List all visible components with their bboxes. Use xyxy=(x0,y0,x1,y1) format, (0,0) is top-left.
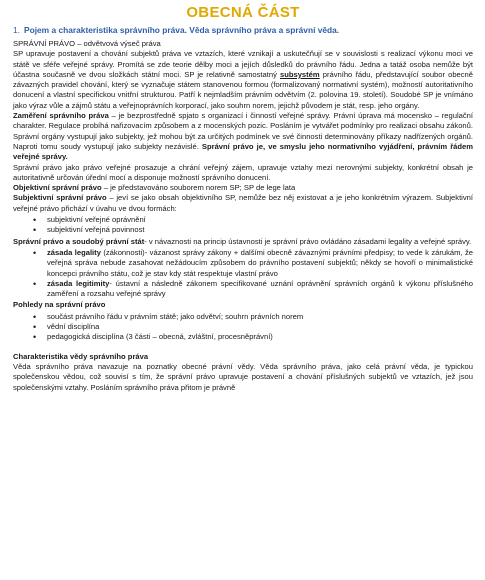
focus-term: Zaměření správního práva xyxy=(13,111,109,121)
paragraph-intro: SPRÁVNÍ PRÁVO – odvětvová výseč práva xyxy=(13,39,161,48)
list-item: • pedagogická disciplína (3 části – obecná, zvláštní, procesněprávní) xyxy=(47,332,473,342)
legality-text: (zákonnosti)- vázanost správy zákony + dalšími obecně závaznými právními předpisy; to vede k zárukám, že veřejná správa nebude zasahovat nežádoucím způsobem do právního postavení subjektů; někdy se hovoří o minimalistické koncepci právního státu, což je stav kdy stát respektuje vlastní právo xyxy=(47,247,473,278)
subjective-term: Subjektivní správní právo xyxy=(13,193,107,203)
paragraph-science: Věda správního práva navazuje na poznatky obecné právní vědy. Věda správního práva, jako celá právní věda, je typickou společenskou vědou, což souvisí s tím, že správní právo upravuje postavení a chování příslušných subjektů ve vztazích, jež jsou společenskými vztahy. Posláním správního práva přitom je právně xyxy=(13,361,473,392)
legal-state-text: - v návaznosti na princip ústavnosti je správní právo ovládáno zásadami legality a veřejné správy. xyxy=(144,236,472,246)
spacer xyxy=(13,344,473,352)
paragraph-definition-part-c: právního řádu, představující soubor obecně závazných pravidel chování, který se vyznačuje státem stanovenou formou (formalizovaný normativní systém), možností autoritativního donucení a vlastní specifickou vnitřní strukturou. Patří k nejmladším právním odvětvím (2. polovina 19. století). Soudobé SP je vnímáno jako výraz vůle a zájmů státu a veřejnoprávních korporací, jako souhrn norem, jejichž původem je stát, resp. jeho orgány. xyxy=(13,69,474,110)
list-item: • subjektivní veřejné oprávnění xyxy=(47,215,473,225)
list-item-legitimacy xyxy=(47,279,473,300)
objective-term: Objektivní správní právo xyxy=(13,183,102,193)
section-heading-text: Pojem a charakteristika správního práva. Věda správního práva a správní věda. xyxy=(24,25,340,35)
subsystem-term: subsystém xyxy=(279,69,320,79)
list-principles xyxy=(13,248,473,299)
objective-text: – je představováno souborem norem SP; SP de lege lata xyxy=(101,183,296,193)
list-item: • součást právního řádu v právním státě; jako odvětví; souhrn právních norem xyxy=(47,312,473,322)
list-item: • subjektivní veřejná povinnost xyxy=(47,225,473,235)
paragraph-subjective-law xyxy=(13,193,473,214)
list-item-legality xyxy=(47,248,473,279)
paragraph-objective-law xyxy=(13,183,473,193)
focus-conclusion: Správní právo je, ve smyslu jeho normativního vyjádření, právním řádem veřejné správy. xyxy=(13,141,473,162)
paragraph-public-law: Správní právo jako právo veřejné prosazuje a chrání veřejný zájem, upravuje vztahy mezi nerovnými subjekty, konkrétní obsah je autoritativně určován úřední mocí a disponuje možností správního donucení. xyxy=(13,162,473,182)
subjective-text: – jeví se jako obsah objektivního SP, nemůže bez něj existovat a je jeho konkrétním výrazem. Subjektivní veřejné právo přichází v úvahu ve dvou formách: xyxy=(13,193,473,213)
paragraph-definition xyxy=(13,49,473,111)
subheading-science: Charakteristika vědy správního práva xyxy=(13,351,149,361)
focus-text: – je bezprostředně spjato s organizací i činností veřejné správy. Právní úprava má mocensko – regulační charakter. Regulace probíhá nařizovacím způsobem a z mocenských pozic. Posláním je vytvářet podmínky pro realizaci obsahu zákonů. Správní orgány vystupují jako subjekty, jež mohou být za určitých podmínek ve své činnosti determinovány příkazy nadřízených orgánů. Naproti tomu soudy vystupují jako subjekty nezávislé. xyxy=(13,111,473,151)
paragraph-definition-part-a: SP upravuje postavení a chování subjektů práva ve vztazích, které vznikají a uskutečňují se v souvislosti s realizací výkonu moci ve státě ve sféře veřejné správy. Promítá se zde teorie dělby moci a jejích důsledků do právního řádu. Jedna a tatáž osoba nemůže být účastna současně ve dvou složkách státní moci. SP je relativně samostatný xyxy=(13,49,473,79)
list-item: • vědní disciplína xyxy=(47,322,473,332)
section-heading xyxy=(13,25,473,36)
page-title: OBECNÁ ČÁST xyxy=(186,4,300,21)
legality-term: zásada legality xyxy=(47,247,101,257)
legal-state-term: Správní právo a soudobý právní stát xyxy=(13,236,145,246)
paragraph-views-heading: Pohledy na správní právo xyxy=(13,300,106,310)
legitimacy-term: zásada legitimity xyxy=(47,278,110,288)
list-subjective-forms xyxy=(13,215,473,236)
legitimacy-text: - ústavní a následně zákonem specifikované uznání oprávnění správních orgánů k výkonu příslušného zaměření a rozsahu veřejné správy xyxy=(47,278,473,299)
paragraph-focus xyxy=(13,111,473,162)
paragraph-legal-state xyxy=(13,237,473,247)
section-number: 1. xyxy=(13,25,20,35)
list-views xyxy=(13,312,473,343)
